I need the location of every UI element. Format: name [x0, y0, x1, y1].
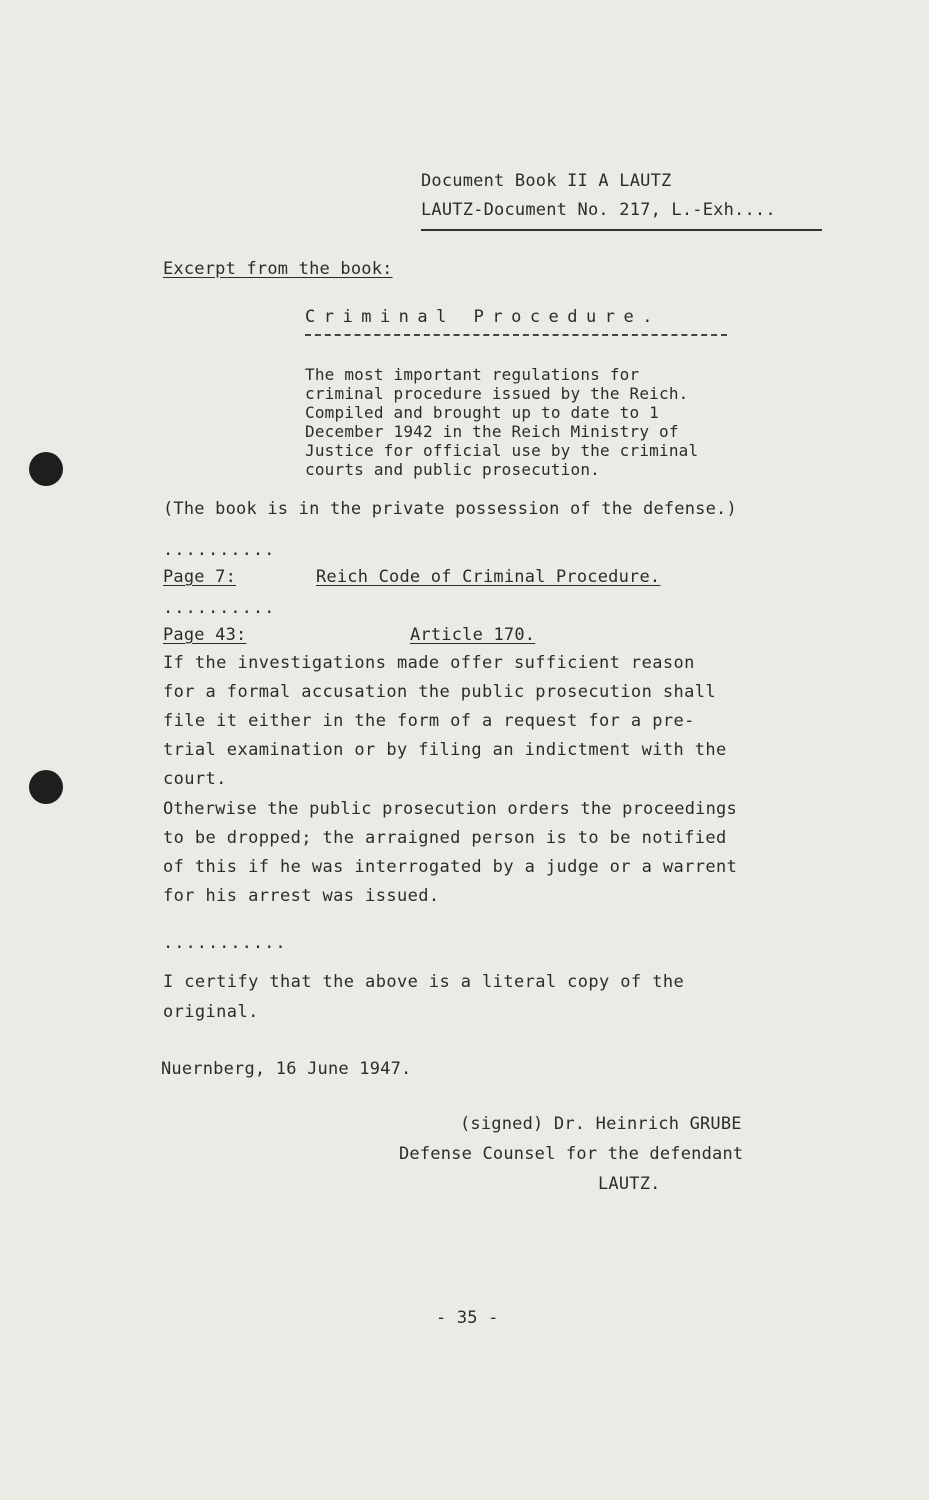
ellipsis-separator: ..........: [163, 598, 276, 618]
doc-book-heading: Document Book II A LAUTZ: [421, 171, 672, 191]
certification-line: original.: [163, 1002, 259, 1022]
article-text-line: file it either in the form of a request for a pre-: [163, 711, 695, 731]
book-description-line: criminal procedure issued by the Reich.: [305, 384, 689, 403]
page-number: - 35 -: [436, 1308, 499, 1328]
doc-number-heading: LAUTZ-Document No. 217, L.-Exh....: [421, 200, 776, 220]
page7-title: Reich Code of Criminal Procedure.: [316, 567, 661, 587]
ellipsis-separator: ...........: [163, 933, 287, 953]
possession-note: (The book is in the private possession of the defense.): [163, 499, 737, 519]
title-rule: [305, 334, 727, 336]
book-title: Criminal Procedure.: [305, 307, 661, 327]
header-rule: [421, 229, 822, 231]
article-text-line: If the investigations made offer sufficient reason: [163, 653, 695, 673]
place-date: Nuernberg, 16 June 1947.: [161, 1059, 412, 1079]
signature-signed: (signed) Dr. Heinrich GRUBE: [460, 1114, 742, 1134]
book-description-line: Justice for official use by the criminal: [305, 441, 699, 460]
book-description-line: December 1942 in the Reich Ministry of: [305, 422, 679, 441]
article-text-line: of this if he was interrogated by a judge or a warrent: [163, 857, 738, 877]
article-text-line: for a formal accusation the public prosecution shall: [163, 682, 717, 702]
page7-label: Page 7:: [163, 567, 237, 587]
article-text-line: Otherwise the public prosecution orders the proceedings: [163, 799, 737, 819]
book-description-line: The most important regulations for: [305, 365, 640, 384]
book-description-line: Compiled and brought up to date to 1: [305, 403, 659, 422]
article-text-line: for his arrest was issued.: [163, 886, 440, 906]
article-text-line: trial examination or by filing an indictment with the: [163, 740, 727, 760]
page43-label: Page 43:: [163, 625, 247, 645]
book-description-line: courts and public prosecution.: [305, 460, 600, 479]
signature-role: Defense Counsel for the defendant: [399, 1144, 744, 1164]
ellipsis-separator: ..........: [163, 540, 276, 560]
punch-hole: [29, 770, 63, 804]
certification-line: I certify that the above is a literal copy of the: [163, 972, 685, 992]
article-heading: Article 170.: [410, 625, 536, 645]
article-text-line: to be dropped; the arraigned person is to be notified: [163, 828, 727, 848]
excerpt-label: Excerpt from the book:: [163, 259, 393, 279]
signature-defendant: LAUTZ.: [598, 1174, 661, 1194]
punch-hole: [29, 452, 63, 486]
article-text-line: court.: [163, 769, 227, 789]
